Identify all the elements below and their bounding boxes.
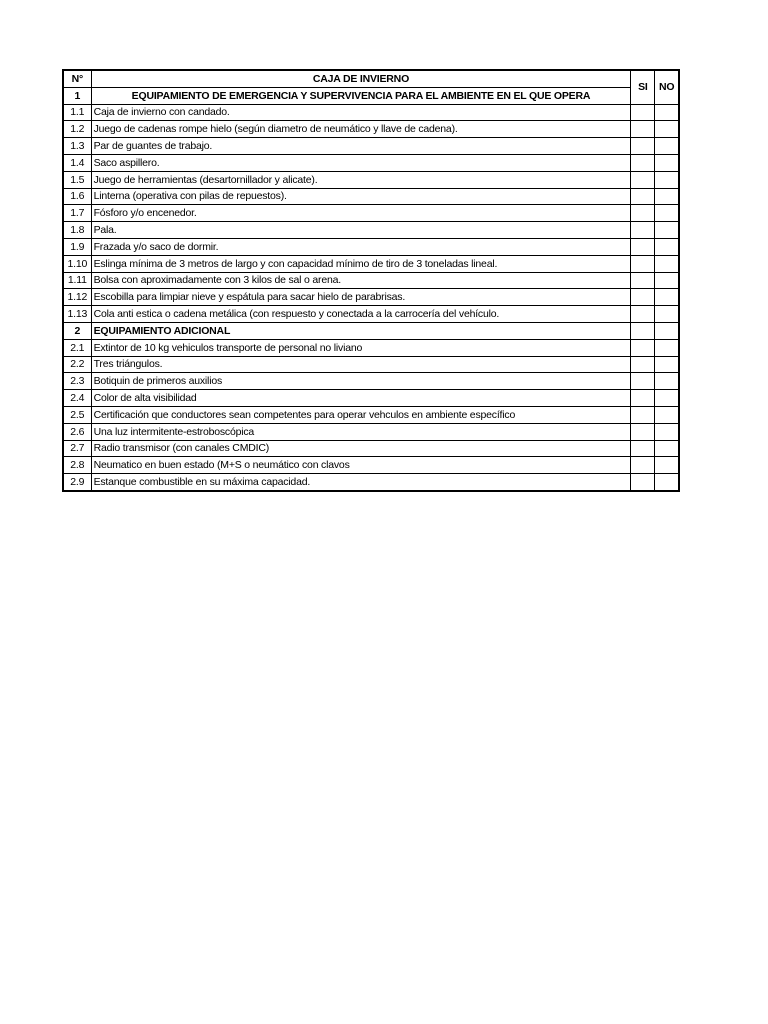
no-check-cell[interactable] xyxy=(655,423,679,440)
no-check-cell[interactable] xyxy=(655,373,679,390)
item-number: 1.3 xyxy=(63,138,91,155)
item-description: Frazada y/o saco de dormir. xyxy=(91,238,631,255)
table-row xyxy=(63,457,679,474)
no-check-cell[interactable] xyxy=(655,406,679,423)
no-check-cell[interactable] xyxy=(655,238,679,255)
si-column-header: SI xyxy=(631,70,655,104)
no-check-cell[interactable] xyxy=(655,205,679,222)
item-number: 1.4 xyxy=(63,154,91,171)
item-description: Caja de invierno con candado. xyxy=(91,104,631,121)
item-number: 2.7 xyxy=(63,440,91,457)
table-row xyxy=(63,222,679,239)
item-description: Pala. xyxy=(91,222,631,239)
table-row xyxy=(63,255,679,272)
item-description: Juego de cadenas rompe hielo (según diametro de neumático y llave de cadena). xyxy=(91,121,631,138)
si-check-cell[interactable] xyxy=(631,373,655,390)
no-check-cell[interactable] xyxy=(655,154,679,171)
si-check-cell[interactable] xyxy=(631,255,655,272)
no-check-cell[interactable] xyxy=(655,474,679,491)
item-description: Radio transmisor (con canales CMDIC) xyxy=(91,440,631,457)
table-row xyxy=(63,104,679,121)
si-check-cell[interactable] xyxy=(631,222,655,239)
si-check-cell[interactable] xyxy=(631,171,655,188)
no-check-cell[interactable] xyxy=(655,390,679,407)
item-number: 1.11 xyxy=(63,272,91,289)
item-description: Linterna (operativa con pilas de repuestos). xyxy=(91,188,631,205)
no-check-cell[interactable] xyxy=(655,289,679,306)
si-check-cell[interactable] xyxy=(631,154,655,171)
item-description: Estanque combustible en su máxima capacidad. xyxy=(91,474,631,491)
si-check-cell[interactable] xyxy=(631,356,655,373)
si-check-cell[interactable] xyxy=(631,339,655,356)
item-description: Saco aspillero. xyxy=(91,154,631,171)
table-row xyxy=(63,121,679,138)
item-number: 1.8 xyxy=(63,222,91,239)
item-description: Certificación que conductores sean competentes para operar vehculos en ambiente específico xyxy=(91,406,631,423)
item-number: 1.5 xyxy=(63,171,91,188)
table-row xyxy=(63,406,679,423)
si-check-cell[interactable] xyxy=(631,238,655,255)
table-row xyxy=(63,423,679,440)
table-row xyxy=(63,306,679,323)
item-number: 1.1 xyxy=(63,104,91,121)
table-row xyxy=(63,138,679,155)
table-header-row xyxy=(63,70,679,87)
table-row xyxy=(63,390,679,407)
item-number: 1.6 xyxy=(63,188,91,205)
si-check-cell[interactable] xyxy=(631,306,655,323)
section-title: EQUIPAMIENTO ADICIONAL xyxy=(91,322,631,339)
item-number: 1.9 xyxy=(63,238,91,255)
section-1-number: 1 xyxy=(63,87,91,104)
item-number: 2.8 xyxy=(63,457,91,474)
table-row xyxy=(63,272,679,289)
item-number: 2.6 xyxy=(63,423,91,440)
item-number: 1.12 xyxy=(63,289,91,306)
si-check-cell[interactable] xyxy=(631,121,655,138)
item-description: Fósforo y/o encenedor. xyxy=(91,205,631,222)
item-description: Extintor de 10 kg vehiculos transporte de personal no liviano xyxy=(91,339,631,356)
si-check-cell[interactable] xyxy=(631,272,655,289)
no-check-cell[interactable] xyxy=(655,356,679,373)
no-check-cell[interactable] xyxy=(655,138,679,155)
table-row xyxy=(63,373,679,390)
item-number: 2.4 xyxy=(63,390,91,407)
no-check-cell[interactable] xyxy=(655,457,679,474)
no-check-cell[interactable] xyxy=(655,121,679,138)
table-row xyxy=(63,339,679,356)
item-description: Neumatico en buen estado (M+S o neumático con clavos xyxy=(91,457,631,474)
item-number: 1.13 xyxy=(63,306,91,323)
si-check-cell[interactable] xyxy=(631,406,655,423)
item-number: 1.7 xyxy=(63,205,91,222)
section-1-header-row xyxy=(63,87,679,104)
no-check-cell[interactable] xyxy=(655,171,679,188)
checklist-body xyxy=(63,70,679,491)
item-description: Bolsa con aproximadamente con 3 kilos de sal o arena. xyxy=(91,272,631,289)
item-description: Botiquin de primeros auxilios xyxy=(91,373,631,390)
item-number: 2.1 xyxy=(63,339,91,356)
no-check-cell[interactable] xyxy=(655,272,679,289)
item-description: Color de alta visibilidad xyxy=(91,390,631,407)
no-check-cell[interactable] xyxy=(655,255,679,272)
si-check-cell[interactable] xyxy=(631,138,655,155)
no-check-cell[interactable] xyxy=(655,440,679,457)
table-row xyxy=(63,188,679,205)
item-description: Escobilla para limpiar nieve y espátula para sacar hielo de parabrisas. xyxy=(91,289,631,306)
item-number: 2.9 xyxy=(63,474,91,491)
table-title: CAJA DE INVIERNO xyxy=(91,70,631,87)
si-check-cell xyxy=(631,322,655,339)
si-check-cell[interactable] xyxy=(631,457,655,474)
table-row xyxy=(63,171,679,188)
item-number: 1.2 xyxy=(63,121,91,138)
si-check-cell[interactable] xyxy=(631,205,655,222)
no-column-header: NO xyxy=(655,70,679,104)
no-check-cell xyxy=(655,322,679,339)
section-2-header-row xyxy=(63,322,679,339)
winter-box-checklist-table xyxy=(62,69,680,492)
table-row xyxy=(63,154,679,171)
item-description: Tres triángulos. xyxy=(91,356,631,373)
si-check-cell[interactable] xyxy=(631,289,655,306)
table-row xyxy=(63,238,679,255)
si-check-cell[interactable] xyxy=(631,104,655,121)
no-check-cell[interactable] xyxy=(655,339,679,356)
no-check-cell[interactable] xyxy=(655,188,679,205)
item-number: 2.5 xyxy=(63,406,91,423)
item-number: 1.10 xyxy=(63,255,91,272)
si-check-cell[interactable] xyxy=(631,423,655,440)
number-column-header: N° xyxy=(63,70,91,87)
section-number: 2 xyxy=(63,322,91,339)
si-check-cell[interactable] xyxy=(631,390,655,407)
item-description: Cola anti estica o cadena metálica (con respuesto y conectada a la carrocería del vehículo. xyxy=(91,306,631,323)
no-check-cell[interactable] xyxy=(655,222,679,239)
item-number: 2.2 xyxy=(63,356,91,373)
table-row xyxy=(63,440,679,457)
section-1-title: EQUIPAMIENTO DE EMERGENCIA Y SUPERVIVENCIA PARA EL AMBIENTE EN EL QUE OPERA xyxy=(91,87,631,104)
item-description: Juego de herramientas (desartornillador y alicate). xyxy=(91,171,631,188)
no-check-cell[interactable] xyxy=(655,104,679,121)
si-check-cell[interactable] xyxy=(631,188,655,205)
table-row xyxy=(63,205,679,222)
si-check-cell[interactable] xyxy=(631,440,655,457)
si-check-cell[interactable] xyxy=(631,474,655,491)
item-description: Par de guantes de trabajo. xyxy=(91,138,631,155)
item-description: Eslinga mínima de 3 metros de largo y con capacidad mínimo de tiro de 3 toneladas lineal. xyxy=(91,255,631,272)
item-number: 2.3 xyxy=(63,373,91,390)
table-row xyxy=(63,356,679,373)
item-description: Una luz intermitente-estroboscópica xyxy=(91,423,631,440)
table-row xyxy=(63,289,679,306)
table-row xyxy=(63,474,679,491)
no-check-cell[interactable] xyxy=(655,306,679,323)
